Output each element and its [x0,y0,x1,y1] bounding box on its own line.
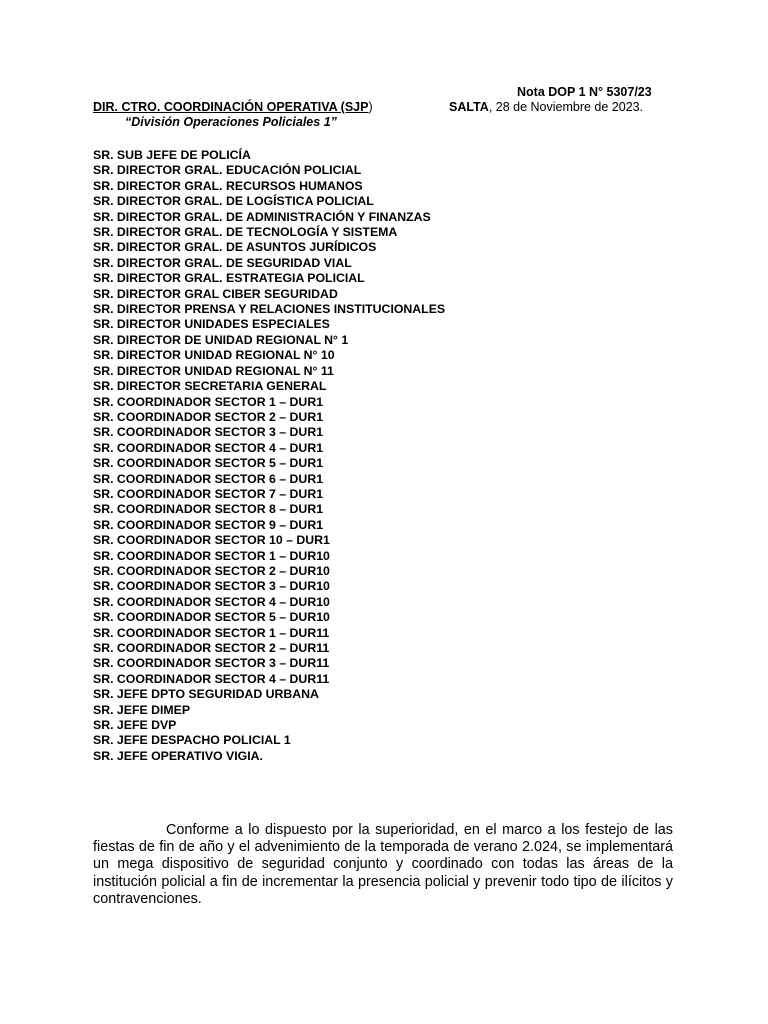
recipient-item: SR. DIRECTOR GRAL. DE LOGÍSTICA POLICIAL [93,194,374,209]
recipient-item: SR. DIRECTOR DE UNIDAD REGIONAL N° 1 [93,332,349,347]
directorate-close: ) [368,100,373,114]
recipient-item: SR. COORDINADOR SECTOR 5 – DUR10 [93,610,330,625]
recipient-item: SR. JEFE DIMEP [93,702,191,717]
recipient-item: SR. DIRECTOR GRAL. DE SEGURIDAD VIAL [93,255,352,270]
recipient-item: SR. COORDINADOR SECTOR 4 – DUR10 [93,594,330,609]
header-row [93,100,673,114]
recipient-item: SR. DIRECTOR UNIDAD REGIONAL N° 10 [93,348,335,363]
recipient-item: SR. COORDINADOR SECTOR 9 – DUR1 [93,517,324,532]
recipient-item: SR. DIRECTOR GRAL. ESTRATEGIA POLICIAL [93,271,365,286]
recipient-item: SR. COORDINADOR SECTOR 2 – DUR1 [93,409,324,424]
recipient-item: SR. DIRECTOR GRAL CIBER SEGURIDAD [93,286,338,301]
recipient-item: SR. COORDINADOR SECTOR 3 – DUR10 [93,579,330,594]
recipient-item: SR. JEFE DVP [93,718,177,733]
recipient-item: SR. DIRECTOR UNIDADES ESPECIALES [93,317,330,332]
recipient-item: SR. JEFE DPTO SEGURIDAD URBANA [93,687,319,702]
recipient-item: SR. DIRECTOR PRENSA Y RELACIONES INSTITUCIONALES [93,302,446,317]
recipient-item: SR. COORDINADOR SECTOR 10 – DUR1 [93,533,330,548]
recipient-item: SR. COORDINADOR SECTOR 1 – DUR11 [93,625,330,640]
recipient-item: SR. DIRECTOR GRAL. DE ASUNTOS JURÍDICOS [93,240,377,255]
city-name: SALTA [449,100,489,114]
recipient-item: SR. COORDINADOR SECTOR 8 – DUR1 [93,502,324,517]
note-reference: Nota DOP 1 N° 5307/23 [517,85,652,99]
recipient-item: SR. COORDINADOR SECTOR 4 – DUR1 [93,440,324,455]
date-text: , 28 de Noviembre de 2023. [488,100,644,114]
directorate-name: DIR. CTRO. COORDINACIÓN OPERATIVA (SJP [93,100,369,114]
recipient-item: SR. DIRECTOR SECRETARIA GENERAL [93,379,327,394]
recipient-item: SR. DIRECTOR GRAL. DE TECNOLOGÍA Y SISTEMA [93,225,398,240]
recipient-item: SR. COORDINADOR SECTOR 4 – DUR11 [93,671,330,686]
recipient-item: SR. COORDINADOR SECTOR 3 – DUR11 [93,656,330,671]
body-paragraph: Conforme a lo dispuesto por la superioridad, en el marco a los festejo de las fiestas de fin de año y el advenimiento de la temporada de verano 2.024, se implementará un mega dispositivo de seguridad conjunto y coordinado con todas las áreas de la institución policial a fin de incrementar la presencia policial y prevenir todo tipo de ilícitos y contravenciones. [93,822,673,907]
recipient-item: SR. DIRECTOR GRAL. DE ADMINISTRACIÓN Y FINANZAS [93,209,431,224]
recipient-item: SR. DIRECTOR UNIDAD REGIONAL N° 11 [93,363,334,378]
recipient-item: SR. COORDINADOR SECTOR 3 – DUR1 [93,425,324,440]
recipient-item: SR. COORDINADOR SECTOR 1 – DUR1 [93,394,324,409]
recipient-item: SR. DIRECTOR GRAL. RECURSOS HUMANOS [93,178,363,193]
recipient-list [93,148,445,764]
recipient-item: SR. COORDINADOR SECTOR 2 – DUR10 [93,563,330,578]
recipient-item: SR. JEFE OPERATIVO VIGIA. [93,748,263,763]
recipient-item: SR. DIRECTOR GRAL. EDUCACIÓN POLICIAL [93,163,362,178]
place-date [449,100,643,114]
recipient-item: SR. COORDINADOR SECTOR 2 – DUR11 [93,641,330,655]
recipient-item: SR. COORDINADOR SECTOR 1 – DUR10 [93,548,330,563]
recipient-item: SR. COORDINADOR SECTOR 6 – DUR1 [93,471,324,486]
recipient-item: SR. SUB JEFE DE POLICÍA [93,148,251,162]
recipient-item: SR. COORDINADOR SECTOR 7 – DUR1 [93,486,324,501]
division-name: “División Operaciones Policiales 1” [125,115,337,129]
recipient-item: SR. JEFE DESPACHO POLICIAL 1 [93,733,291,748]
recipient-item: SR. COORDINADOR SECTOR 5 – DUR1 [93,456,324,471]
